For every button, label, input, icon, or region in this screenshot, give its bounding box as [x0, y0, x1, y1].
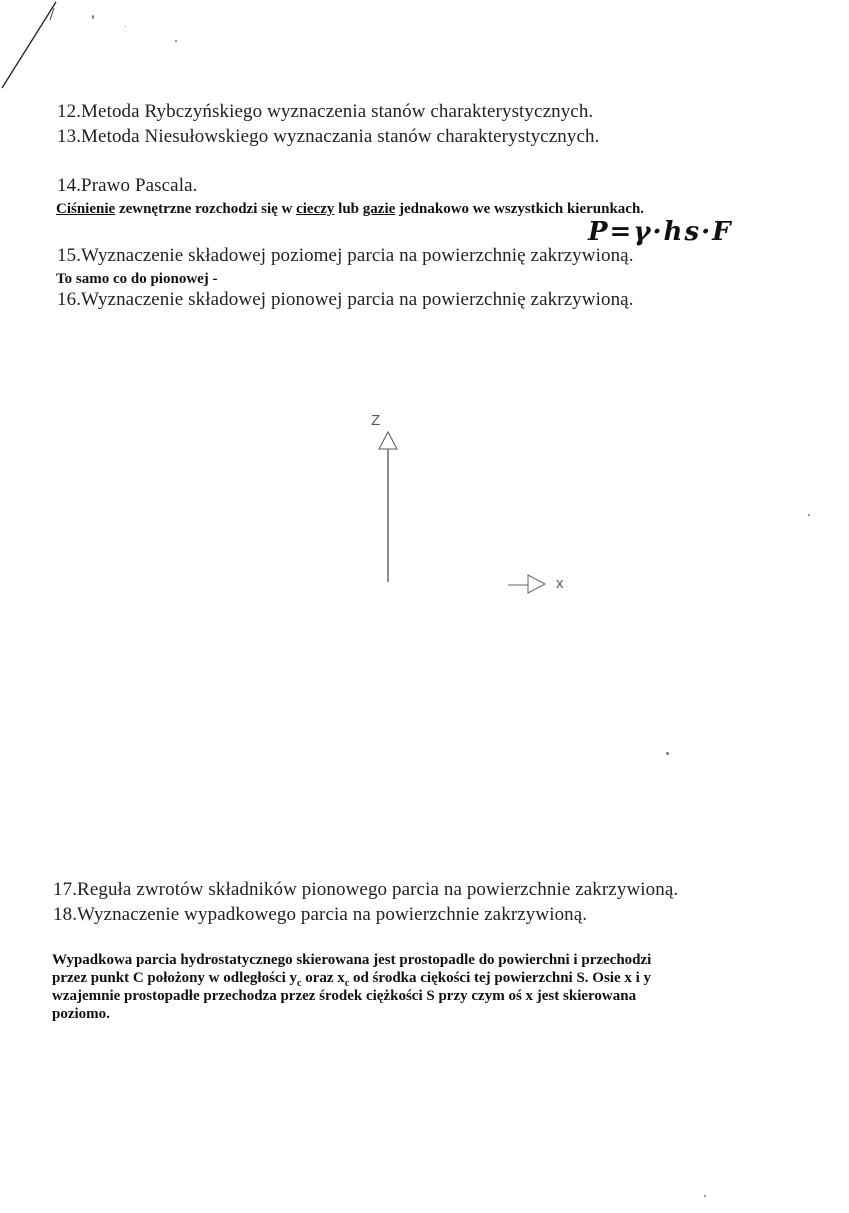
pascal-text-2: lub: [334, 201, 363, 217]
x-axis-arrowhead: [528, 575, 545, 593]
z-axis-arrowhead: [379, 432, 397, 449]
pascal-text-1: zewnętrzne rozchodzi się w: [115, 201, 297, 217]
scan-speck: [125, 26, 126, 27]
resultant-paragraph: [52, 951, 651, 1023]
item-13: 13.Metoda Niesułowskiego wyznaczania stanów charakterystycznych.: [57, 126, 600, 147]
x-axis-label: x: [556, 575, 564, 592]
pascal-definition: [56, 200, 644, 218]
corner-pen-stroke: [0, 0, 70, 95]
item-15: 15.Wyznaczenie składowej poziomej parcia na powierzchnię zakrzywioną.: [57, 245, 634, 266]
scan-speck: [808, 514, 810, 516]
scan-speck: [175, 40, 177, 42]
handwritten-formula: P=γ·hs·F: [588, 217, 733, 247]
item-12: 12.Metoda Rybczyńskiego wyznaczenia stanów charakterystycznych.: [57, 101, 594, 122]
z-axis-label: Z: [371, 412, 381, 429]
para-line-4: poziomo.: [52, 1006, 110, 1022]
note-15: To samo co do pionowej -: [56, 271, 218, 287]
item-17: 17.Reguła zwrotów składników pionowego parcia na powierzchnie zakrzywioną.: [53, 879, 679, 900]
pascal-text-3: jednakowo we wszystkich kierunkach.: [395, 201, 645, 217]
scan-speck: [704, 1195, 706, 1197]
term-gazie: gazie: [362, 201, 396, 217]
scan-speck: [92, 15, 94, 19]
para-line-1: Wypadkowa parcia hydrostatycznego skierowana jest prostopadle do powierchni i przechodzi: [52, 952, 652, 968]
item-16: 16.Wyznaczenie składowej pionowej parcia na powierzchnię zakrzywioną.: [57, 289, 634, 310]
item-18: 18.Wyznaczenie wypadkowego parcia na powierzchnie zakrzywioną.: [53, 904, 588, 925]
term-cisnienie: Ciśnienie: [56, 201, 116, 217]
scan-speck: [666, 752, 669, 755]
para-line-3: wzajemnie prostopadłe przechodza przez środek ciężkości S przy czym oś x jest skierowana: [52, 988, 637, 1004]
para-line-2: przez punkt C położony w odległości $y_c$ oraz $x_c$ od środka ciękości tej powierzchni S. Osie x i y: [52, 970, 652, 989]
axes-diagram: [360, 405, 580, 600]
item-14: 14.Prawo Pascala.: [57, 175, 198, 196]
term-cieczy: cieczy: [296, 201, 335, 217]
